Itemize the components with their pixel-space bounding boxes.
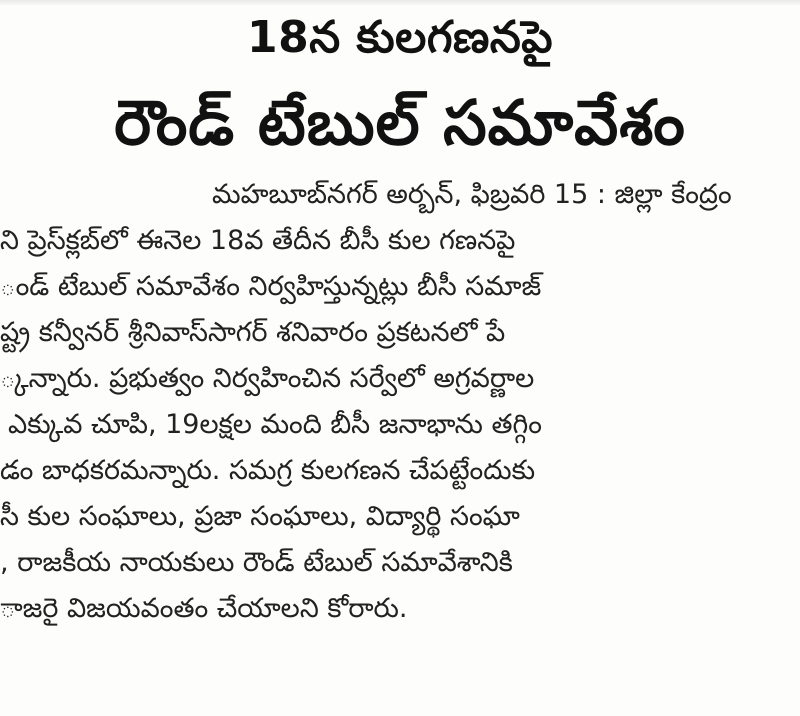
article-line: సీ కుల సంఘాలు, ప్రజా సంఘాలు, విద్యార్థి సంఘా xyxy=(0,501,520,532)
article-line: మహబూబ్‌నగర్ అర్బన్, ఫిబ్రవరి 15 : జిల్లా కేంద్రం xyxy=(212,179,732,210)
article-line: , రాజకీయ నాయకులు రౌండ్ టేబుల్ సమావేశానికి xyxy=(0,547,513,578)
article-line: ండ్ టేబుల్ సమావేశం నిర్వహిస్తున్నట్లు బీసీ సమాజ్ xyxy=(0,271,542,302)
headline-main: రౌండ్ టేబుల్ సమావేశం xyxy=(114,86,686,159)
article-line: డం బాధకరమన్నారు. సమగ్ర కులగణన చేపట్టేందుకు xyxy=(0,455,536,486)
article-line: ాజరై విజయవంతం చేయాలని కోరారు. xyxy=(0,593,408,624)
article-body xyxy=(0,172,800,632)
article-line: ని ప్రెస్‌క్లబ్‌లో ఈనెల 18వ తేదీన బీసీ కుల గణనపై xyxy=(0,225,516,256)
article-line: ష్ట్ర కన్వీనర్ శ్రీనివాస్‌సాగర్ శనివారం ప్రకటనలో పే xyxy=(0,317,506,348)
headline-kicker: 18న కులగణనపై xyxy=(247,12,553,63)
article-line: ్కన్నారు. ప్రభుత్వం నిర్వహించిన సర్వేలో అగ్రవర్ణాల xyxy=(0,363,535,394)
article-line: ఎక్కువ చూపి, 19లక్షల మంది బీసీ జనాభాను తగ్గిం xyxy=(8,409,542,440)
